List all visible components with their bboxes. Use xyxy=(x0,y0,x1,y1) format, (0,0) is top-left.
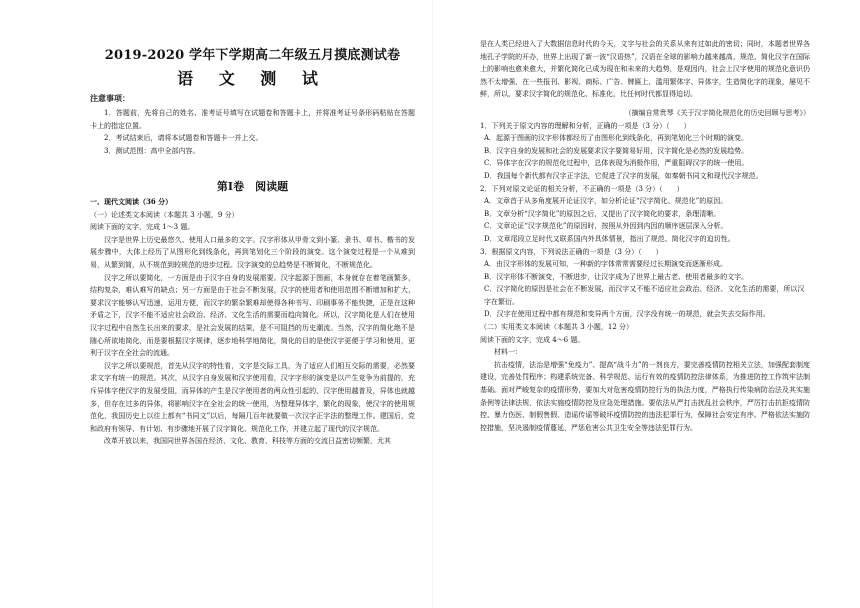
subject-title: 语 文 测 试 xyxy=(177,69,328,88)
right-content xyxy=(480,38,810,434)
instruction: 阅读下面的文字，完成 4～6 题。 xyxy=(480,335,585,344)
passage-paragraph: 汉字是世界上历史最悠久、使用人口最多的文字。汉字形体从甲骨文到小篆、隶书、草书、楷书的发展步骤中，大体上经历了从图形化到线条化，再到笔划化三个阶段的演变。这个演变过程是一个从难到易，从繁到简，从不规范到较规范的进步过程。汉字演变的总趋势是不断简化，不断规范化。 xyxy=(90,235,415,269)
notice-item: 3．测试范围：高中全部内容。 xyxy=(104,146,200,155)
question-stem: 1．下列关于原文内容的理解和分析，正确的一项是（3 分）（ ） xyxy=(480,121,691,130)
right-column xyxy=(480,0,810,608)
notice-item: 2．考试结束后，请将本试题卷和答题卡一并上交。 xyxy=(104,134,263,143)
material-label: 材料一： xyxy=(494,348,522,357)
notice-list xyxy=(90,107,415,157)
passage-paragraph: 汉字之所以要简化，一方面是由于汉字自身的发展需要。汉字起源于图画，本身就存在着笔画繁多，结构复杂，难认难写的缺点；另一方面是由于社会不断发展，汉字的使用者和使用范围不断增加和扩大，要求汉字能够认写迅速，运用方便，而汉字的繁杂繁难却使得各种书写、印刷事务不能快捷，正是在这种矛盾之下，汉字不能不适应社会政治、经济、文化生活的需要而趋向简化。所以，汉字简化是人们在使用汉字过程中自然生长出来的要求，是社会发展的结果，是不可阻挡的历史潮流。当然，汉字的简化绝不是随心所欲地简化，而是要根据汉字规律，逐步地科学地简化，简化的目的是使汉字更便于学习和使用，更利于汉字在全社会的流通。 xyxy=(90,273,415,358)
question-option: C．文章论证“汉字规范化”的原因时，按照从外因到内因的顺序逐层深入分析。 xyxy=(484,222,728,231)
subsection-heading: （二）实用类文本阅读（本题共 3 小题，12 分） xyxy=(480,323,634,332)
section-title: 第Ⅰ卷 阅读题 xyxy=(216,180,289,193)
question-option: D．我国每个新代都有汉字正字法，它促进了汉字的发展，如秦朝书同文和现代汉字规范。 xyxy=(484,171,763,180)
part-heading: 一、现代文阅读（36 分） xyxy=(90,197,173,206)
question-option: B．文章分析“汉字简化”的原因之后，又提出了汉字简化的要求，条理清晰。 xyxy=(484,209,721,218)
notice-item: 1．答题前，先将自己的姓名、准考证号填写在试题卷和答题卡上，并将准考证号条形码粘贴在答题卡上的指定位置。 xyxy=(90,109,415,130)
material-text: 抗击疫情，法治是增强“免疫力”、提高“战斗力”的一剂良方，要完善疫情防控相关立法，加强配套制度建设，完善处罚程序；构建系统完备、科学规范、运行有效的疫情防控法律体系，为推进防控工作筑牢法制基础。面对严峻复杂的疫情形势，要加大对危害疫情防控行为的执法力度，严格执行传染病防治法及其实施条例等法律法规，依法实施疫情防控及应急处理措施。要依法从严打击扰乱社会秩序，严厉打击抗拒疫情防控、暴力伤医、制假售假、造谣传谣等破坏疫情防控的违法犯罪行为，保障社会安定有序。严格依法实施防控措施，坚决遏制疫情蔓延，严惩危害公共卫生安全等违法犯罪行为。 xyxy=(480,360,810,432)
notice-heading: 注意事项： xyxy=(90,93,130,103)
question-option: B．汉字自身的发展和社会的发展要求汉字要简易好用，汉字简化是必然的发展趋势。 xyxy=(484,146,749,155)
question-option: B．汉字形体不断演变，不断进步，让汉字成为了世界上最古老、使用者最多的文字。 xyxy=(484,272,749,281)
question-option: D．汉字在使用过程中都有规范和变异两个方面，汉字没有统一的规范，就会失去交际作用。 xyxy=(484,310,770,319)
page-fold xyxy=(432,0,433,608)
question-stem: 2．下列对原文论证的相关分析，不正确的一项是（3 分）（ ） xyxy=(480,184,684,193)
passage-continuation: 是在人类已经进入了大数据信息时代的今天，文字与社会的关系从来有过如此的密切；同时，本题者世界各地孔子学院的开办，世界上出现了新一波“汉语热”，汉语在全球的影响力越来越高，规范、简化汉字在国际上的影响也愈来愈大，并繁化简化已成为现在和未来的大趋势，是观因内，社会上汉字使用的规范化意识仍然不太增强，在一些报刊、影视、商标、广告、牌匾上，滥用繁体字、异体字，生造简化字的现象，屡见不鲜，所以，要求汉字简化的规范化、标准化，比任何时代都显得迫切。 xyxy=(480,40,810,99)
question-option: A．由汉字形体的发展可知，一种新的字体常常需要经过长期演变而逐渐形成。 xyxy=(484,260,728,269)
question-option: C．汉字简化的原因是社会在不断发展，而汉字又不能不适应社会政治、经济、文化生活的需要，所以汉字在繁衍。 xyxy=(484,285,805,306)
passage-source: （摘编自常贵琴《关于汉字简化规范化的历史回顾与思考》） xyxy=(624,108,810,117)
question-stem: 3．根据原文内容，下列说法正确的一项是（3 分）（ ） xyxy=(480,247,663,256)
question-option: A．起源于图画的汉字形体都经历了由图形化到线条化，再到笔划化三个时期的演变。 xyxy=(484,134,749,143)
passage-paragraph: 改革开放以来，我国同世界各国在经济、文化、教育、科技等方面的交流日益密切频繁，尤其 xyxy=(104,437,391,446)
left-column xyxy=(90,0,415,608)
question-option: A．文章首于从多角度展开论证汉字，如分析论证“汉字简化、规范化”的原因。 xyxy=(484,197,728,206)
reading-section xyxy=(90,196,415,448)
question-option: D．文章尾段立足时代又联系国内外具体情景，指出了规范、简化汉字的迫切性。 xyxy=(484,234,735,243)
question-option: C．异体字在汉字的规范化过程中，总体表现为消极作用，严重阻碍汉字的统一使用。 xyxy=(484,159,749,168)
exam-title: 2019-2020 学年下学期高二年级五月摸底测试卷 xyxy=(104,48,401,63)
subsection-heading: （一）论述类文本阅读（本题共 3 小题，9 分） xyxy=(90,210,239,219)
passage-paragraph: 汉字之所以要规范，首先从汉字的特性看，文字是交际工具，为了适应人们相互交际的需要，必然要求文字有统一的规范。其次，从汉字自身发展和汉字使用看，汉字字形的演变是以产生竞争为前提的，充斥异体字使汉字的发展受阻，而异体的产生是汉字使用者的两众性引起的，汉字使用越普及，异体也就越多，但存在过多的异体，将影响汉字在全社会的统一使用，为整理异体字，繁化的现象，使汉字的使用规范化，我国历史上以往上都有“书同文”以后，每隔几百年就要做一次汉字正字法的整理工作。建国后，党和政府有领导、有计划、有步骤地开展了汉字简化、规范化工作，并建立起了现代的汉字规范。 xyxy=(90,361,415,433)
instruction: 阅读下面的文字，完成 1～3 题。 xyxy=(90,223,195,232)
